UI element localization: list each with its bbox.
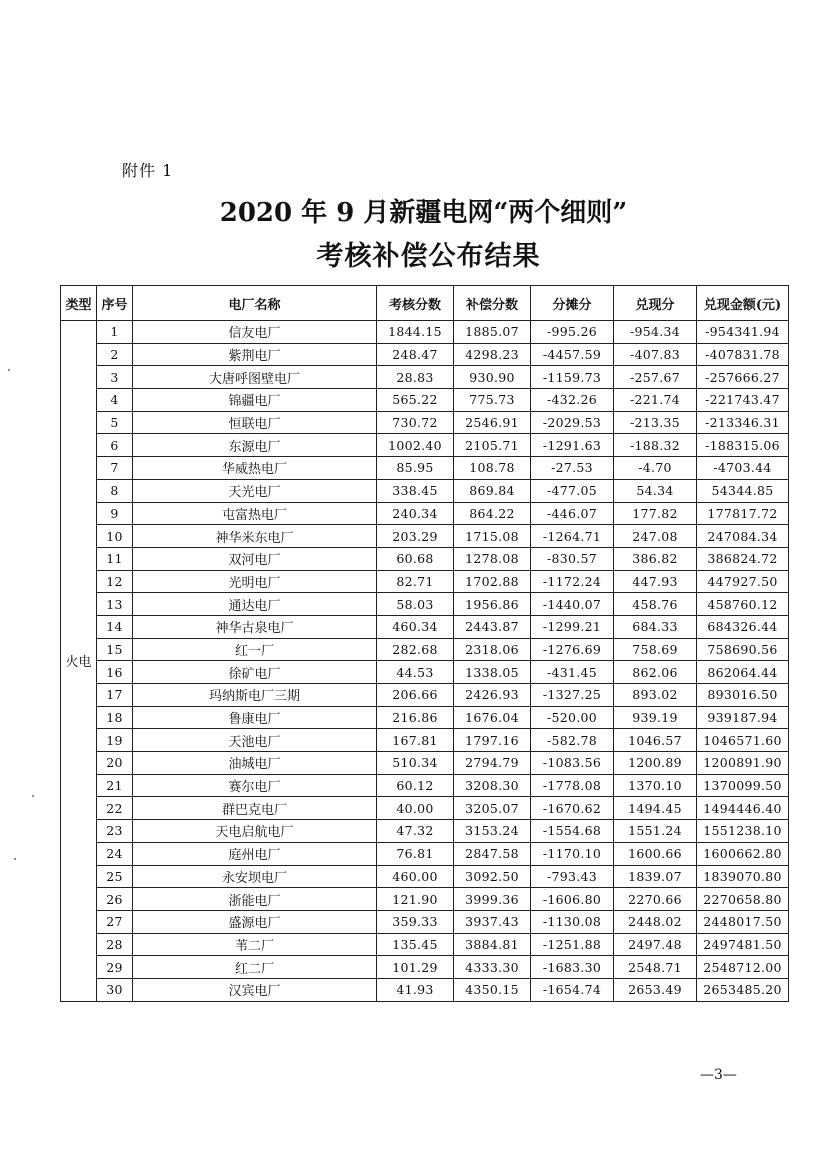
settled-amount-cell: -954341.94 [697, 321, 789, 344]
row-index-cell: 2 [97, 343, 133, 366]
settled-score-cell: -954.34 [614, 321, 697, 344]
settled-amount-cell: -188315.06 [697, 434, 789, 457]
compensation-score-cell: 3153.24 [454, 820, 531, 843]
compensation-score-cell: 2105.71 [454, 434, 531, 457]
plant-name-cell: 华威热电厂 [133, 457, 377, 480]
assessment-score-cell: 167.81 [377, 729, 454, 752]
row-index-cell: 9 [97, 502, 133, 525]
settled-score-cell: -213.35 [614, 411, 697, 434]
assessment-score-cell: 135.45 [377, 933, 454, 956]
settled-amount-cell: -221743.47 [697, 389, 789, 412]
table-row [61, 479, 789, 502]
row-index-cell: 3 [97, 366, 133, 389]
settled-amount-cell: -257666.27 [697, 366, 789, 389]
table-row [61, 661, 789, 684]
plant-name-cell: 东源电厂 [133, 434, 377, 457]
compensation-score-cell: 3999.36 [454, 888, 531, 911]
settled-amount-cell: -407831.78 [697, 343, 789, 366]
table-row [61, 366, 789, 389]
scan-speck [14, 858, 16, 860]
plant-name-cell: 赛尔电厂 [133, 774, 377, 797]
row-index-cell: 17 [97, 684, 133, 707]
row-index-cell: 22 [97, 797, 133, 820]
plant-name-cell: 红一厂 [133, 638, 377, 661]
compensation-score-cell: 2794.79 [454, 752, 531, 775]
compensation-score-cell: 2546.91 [454, 411, 531, 434]
settled-amount-cell: 247084.34 [697, 525, 789, 548]
allocated-score-cell: -1172.24 [531, 570, 614, 593]
row-index-cell: 1 [97, 321, 133, 344]
settled-score-cell: 2270.66 [614, 888, 697, 911]
settled-score-cell: 2448.02 [614, 910, 697, 933]
table-row [61, 343, 789, 366]
allocated-score-cell: -432.26 [531, 389, 614, 412]
settled-amount-cell: 1370099.50 [697, 774, 789, 797]
column-header: 兑现金额(元) [697, 286, 789, 321]
allocated-score-cell: -477.05 [531, 479, 614, 502]
allocated-score-cell: -1683.30 [531, 956, 614, 979]
assessment-score-cell: 460.34 [377, 615, 454, 638]
plant-name-cell: 红二厂 [133, 956, 377, 979]
plant-name-cell: 盛源电厂 [133, 910, 377, 933]
compensation-score-cell: 1715.08 [454, 525, 531, 548]
settled-score-cell: 862.06 [614, 661, 697, 684]
compensation-score-cell: 2318.06 [454, 638, 531, 661]
plant-name-cell: 鲁康电厂 [133, 706, 377, 729]
assessment-score-cell: 40.00 [377, 797, 454, 820]
row-index-cell: 5 [97, 411, 133, 434]
settled-amount-cell: -4703.44 [697, 457, 789, 480]
allocated-score-cell: -2029.53 [531, 411, 614, 434]
plant-name-cell: 群巴克电厂 [133, 797, 377, 820]
table-row [61, 321, 789, 344]
assessment-score-cell: 101.29 [377, 956, 454, 979]
assessment-score-cell: 85.95 [377, 457, 454, 480]
compensation-score-cell: 4350.15 [454, 978, 531, 1001]
settled-score-cell: -221.74 [614, 389, 697, 412]
plant-name-cell: 庭州电厂 [133, 842, 377, 865]
document-title: 2020 年 9 月新疆电网“两个细则” [219, 198, 628, 228]
scan-speck [32, 795, 34, 797]
table-row [61, 978, 789, 1001]
attachment-label: 附件 1 [122, 161, 174, 180]
row-index-cell: 16 [97, 661, 133, 684]
compensation-score-cell: 3884.81 [454, 933, 531, 956]
compensation-score-cell: 2426.93 [454, 684, 531, 707]
table-row [61, 752, 789, 775]
plant-name-cell: 神华古泉电厂 [133, 615, 377, 638]
table-row [61, 888, 789, 911]
settled-score-cell: 1600.66 [614, 842, 697, 865]
row-index-cell: 7 [97, 457, 133, 480]
row-index-cell: 27 [97, 910, 133, 933]
compensation-score-cell: 1278.08 [454, 547, 531, 570]
table-row [61, 797, 789, 820]
compensation-score-cell: 1702.88 [454, 570, 531, 593]
compensation-score-cell: 2847.58 [454, 842, 531, 865]
plant-name-cell: 徐矿电厂 [133, 661, 377, 684]
plant-name-cell: 信友电厂 [133, 321, 377, 344]
settled-amount-cell: 2653485.20 [697, 978, 789, 1001]
row-index-cell: 11 [97, 547, 133, 570]
plant-name-cell: 通达电厂 [133, 593, 377, 616]
column-header: 考核分数 [377, 286, 454, 321]
row-index-cell: 10 [97, 525, 133, 548]
table-row [61, 729, 789, 752]
row-index-cell: 12 [97, 570, 133, 593]
table-row [61, 525, 789, 548]
row-index-cell: 26 [97, 888, 133, 911]
compensation-score-cell: 2443.87 [454, 615, 531, 638]
settled-amount-cell: 893016.50 [697, 684, 789, 707]
allocated-score-cell: -446.07 [531, 502, 614, 525]
compensation-score-cell: 1338.05 [454, 661, 531, 684]
table-row [61, 638, 789, 661]
settled-amount-cell: 177817.72 [697, 502, 789, 525]
assessment-score-cell: 206.66 [377, 684, 454, 707]
column-header: 兑现分 [614, 286, 697, 321]
assessment-score-cell: 44.53 [377, 661, 454, 684]
compensation-score-cell: 4298.23 [454, 343, 531, 366]
assessment-score-cell: 1002.40 [377, 434, 454, 457]
assessment-score-cell: 460.00 [377, 865, 454, 888]
table-row [61, 389, 789, 412]
plant-name-cell: 屯富热电厂 [133, 502, 377, 525]
settled-amount-cell: 862064.44 [697, 661, 789, 684]
table-row [61, 547, 789, 570]
plant-name-cell: 玛纳斯电厂三期 [133, 684, 377, 707]
settled-score-cell: 1200.89 [614, 752, 697, 775]
allocated-score-cell: -1670.62 [531, 797, 614, 820]
results-table [60, 285, 789, 1002]
plant-name-cell: 浙能电厂 [133, 888, 377, 911]
settled-score-cell: 2548.71 [614, 956, 697, 979]
plant-name-cell: 天光电厂 [133, 479, 377, 502]
allocated-score-cell: -520.00 [531, 706, 614, 729]
compensation-score-cell: 1676.04 [454, 706, 531, 729]
assessment-score-cell: 282.68 [377, 638, 454, 661]
settled-score-cell: -257.67 [614, 366, 697, 389]
assessment-score-cell: 510.34 [377, 752, 454, 775]
settled-score-cell: 939.19 [614, 706, 697, 729]
scan-speck [8, 369, 10, 371]
allocated-score-cell: -1654.74 [531, 978, 614, 1001]
row-index-cell: 25 [97, 865, 133, 888]
settled-score-cell: 684.33 [614, 615, 697, 638]
row-index-cell: 29 [97, 956, 133, 979]
type-cell: 火电 [61, 321, 97, 1002]
settled-score-cell: 458.76 [614, 593, 697, 616]
assessment-score-cell: 248.47 [377, 343, 454, 366]
settled-amount-cell: -213346.31 [697, 411, 789, 434]
compensation-score-cell: 3205.07 [454, 797, 531, 820]
allocated-score-cell: -1264.71 [531, 525, 614, 548]
allocated-score-cell: -1554.68 [531, 820, 614, 843]
compensation-score-cell: 3937.43 [454, 910, 531, 933]
settled-amount-cell: 1551238.10 [697, 820, 789, 843]
settled-amount-cell: 2497481.50 [697, 933, 789, 956]
settled-amount-cell: 54344.85 [697, 479, 789, 502]
allocated-score-cell: -4457.59 [531, 343, 614, 366]
settled-score-cell: 893.02 [614, 684, 697, 707]
settled-amount-cell: 1600662.80 [697, 842, 789, 865]
assessment-score-cell: 730.72 [377, 411, 454, 434]
allocated-score-cell: -1083.56 [531, 752, 614, 775]
plant-name-cell: 双河电厂 [133, 547, 377, 570]
settled-amount-cell: 1046571.60 [697, 729, 789, 752]
plant-name-cell: 光明电厂 [133, 570, 377, 593]
table-body [61, 321, 789, 1002]
settled-score-cell: -188.32 [614, 434, 697, 457]
settled-amount-cell: 1839070.80 [697, 865, 789, 888]
settled-amount-cell: 2548712.00 [697, 956, 789, 979]
assessment-score-cell: 359.33 [377, 910, 454, 933]
row-index-cell: 21 [97, 774, 133, 797]
plant-name-cell: 恒联电厂 [133, 411, 377, 434]
row-index-cell: 23 [97, 820, 133, 843]
settled-score-cell: 247.08 [614, 525, 697, 548]
row-index-cell: 18 [97, 706, 133, 729]
plant-name-cell: 大唐呼图壁电厂 [133, 366, 377, 389]
allocated-score-cell: -1440.07 [531, 593, 614, 616]
settled-amount-cell: 447927.50 [697, 570, 789, 593]
row-index-cell: 24 [97, 842, 133, 865]
table-row [61, 570, 789, 593]
settled-score-cell: 2653.49 [614, 978, 697, 1001]
table-row [61, 842, 789, 865]
table-row [61, 865, 789, 888]
row-index-cell: 30 [97, 978, 133, 1001]
settled-score-cell: 177.82 [614, 502, 697, 525]
settled-score-cell: 1370.10 [614, 774, 697, 797]
allocated-score-cell: -582.78 [531, 729, 614, 752]
compensation-score-cell: 1797.16 [454, 729, 531, 752]
plant-name-cell: 天池电厂 [133, 729, 377, 752]
row-index-cell: 15 [97, 638, 133, 661]
allocated-score-cell: -793.43 [531, 865, 614, 888]
allocated-score-cell: -1130.08 [531, 910, 614, 933]
assessment-score-cell: 121.90 [377, 888, 454, 911]
settled-amount-cell: 1494446.40 [697, 797, 789, 820]
settled-score-cell: 1494.45 [614, 797, 697, 820]
plant-name-cell: 苇二厂 [133, 933, 377, 956]
compensation-score-cell: 108.78 [454, 457, 531, 480]
settled-score-cell: -407.83 [614, 343, 697, 366]
table-row [61, 956, 789, 979]
table-row [61, 933, 789, 956]
allocated-score-cell: -830.57 [531, 547, 614, 570]
assessment-score-cell: 82.71 [377, 570, 454, 593]
assessment-score-cell: 216.86 [377, 706, 454, 729]
settled-amount-cell: 458760.12 [697, 593, 789, 616]
table-row [61, 684, 789, 707]
table-row [61, 411, 789, 434]
column-header: 补偿分数 [454, 286, 531, 321]
plant-name-cell: 天电启航电厂 [133, 820, 377, 843]
compensation-score-cell: 864.22 [454, 502, 531, 525]
plant-name-cell: 神华米东电厂 [133, 525, 377, 548]
row-index-cell: 4 [97, 389, 133, 412]
allocated-score-cell: -1327.25 [531, 684, 614, 707]
plant-name-cell: 永安坝电厂 [133, 865, 377, 888]
assessment-score-cell: 565.22 [377, 389, 454, 412]
settled-score-cell: 1551.24 [614, 820, 697, 843]
assessment-score-cell: 60.12 [377, 774, 454, 797]
table-row [61, 706, 789, 729]
assessment-score-cell: 28.83 [377, 366, 454, 389]
table-row [61, 615, 789, 638]
column-header: 电厂名称 [133, 286, 377, 321]
compensation-score-cell: 4333.30 [454, 956, 531, 979]
allocated-score-cell: -1170.10 [531, 842, 614, 865]
table-row [61, 820, 789, 843]
column-header: 序号 [97, 286, 133, 321]
allocated-score-cell: -1299.21 [531, 615, 614, 638]
settled-amount-cell: 758690.56 [697, 638, 789, 661]
table-header-row [61, 286, 789, 321]
settled-score-cell: 2497.48 [614, 933, 697, 956]
assessment-score-cell: 47.32 [377, 820, 454, 843]
assessment-score-cell: 338.45 [377, 479, 454, 502]
settled-score-cell: 386.82 [614, 547, 697, 570]
assessment-score-cell: 1844.15 [377, 321, 454, 344]
settled-amount-cell: 2448017.50 [697, 910, 789, 933]
allocated-score-cell: -1291.63 [531, 434, 614, 457]
plant-name-cell: 锦疆电厂 [133, 389, 377, 412]
row-index-cell: 28 [97, 933, 133, 956]
settled-score-cell: 54.34 [614, 479, 697, 502]
row-index-cell: 13 [97, 593, 133, 616]
allocated-score-cell: -27.53 [531, 457, 614, 480]
settled-amount-cell: 684326.44 [697, 615, 789, 638]
assessment-score-cell: 41.93 [377, 978, 454, 1001]
plant-name-cell: 紫荆电厂 [133, 343, 377, 366]
allocated-score-cell: -431.45 [531, 661, 614, 684]
page-number: —3— [700, 1067, 737, 1083]
plant-name-cell: 汉宾电厂 [133, 978, 377, 1001]
table-row [61, 774, 789, 797]
compensation-score-cell: 1956.86 [454, 593, 531, 616]
settled-score-cell: 1839.07 [614, 865, 697, 888]
row-index-cell: 6 [97, 434, 133, 457]
table-row [61, 457, 789, 480]
table-row [61, 593, 789, 616]
table-row [61, 502, 789, 525]
compensation-score-cell: 3092.50 [454, 865, 531, 888]
allocated-score-cell: -1606.80 [531, 888, 614, 911]
settled-amount-cell: 1200891.90 [697, 752, 789, 775]
assessment-score-cell: 58.03 [377, 593, 454, 616]
column-header: 分摊分 [531, 286, 614, 321]
settled-score-cell: 447.93 [614, 570, 697, 593]
allocated-score-cell: -1159.73 [531, 366, 614, 389]
compensation-score-cell: 869.84 [454, 479, 531, 502]
table-row [61, 434, 789, 457]
row-index-cell: 8 [97, 479, 133, 502]
column-header: 类型 [61, 286, 97, 321]
settled-score-cell: 758.69 [614, 638, 697, 661]
allocated-score-cell: -1251.88 [531, 933, 614, 956]
table-row [61, 910, 789, 933]
compensation-score-cell: 775.73 [454, 389, 531, 412]
assessment-score-cell: 60.68 [377, 547, 454, 570]
settled-amount-cell: 939187.94 [697, 706, 789, 729]
assessment-score-cell: 203.29 [377, 525, 454, 548]
row-index-cell: 14 [97, 615, 133, 638]
assessment-score-cell: 240.34 [377, 502, 454, 525]
allocated-score-cell: -995.26 [531, 321, 614, 344]
row-index-cell: 20 [97, 752, 133, 775]
compensation-score-cell: 3208.30 [454, 774, 531, 797]
document-subtitle: 考核补偿公布结果 [316, 241, 541, 272]
settled-score-cell: 1046.57 [614, 729, 697, 752]
assessment-score-cell: 76.81 [377, 842, 454, 865]
compensation-score-cell: 1885.07 [454, 321, 531, 344]
allocated-score-cell: -1276.69 [531, 638, 614, 661]
settled-amount-cell: 2270658.80 [697, 888, 789, 911]
settled-amount-cell: 386824.72 [697, 547, 789, 570]
compensation-score-cell: 930.90 [454, 366, 531, 389]
row-index-cell: 19 [97, 729, 133, 752]
allocated-score-cell: -1778.08 [531, 774, 614, 797]
plant-name-cell: 油城电厂 [133, 752, 377, 775]
settled-score-cell: -4.70 [614, 457, 697, 480]
